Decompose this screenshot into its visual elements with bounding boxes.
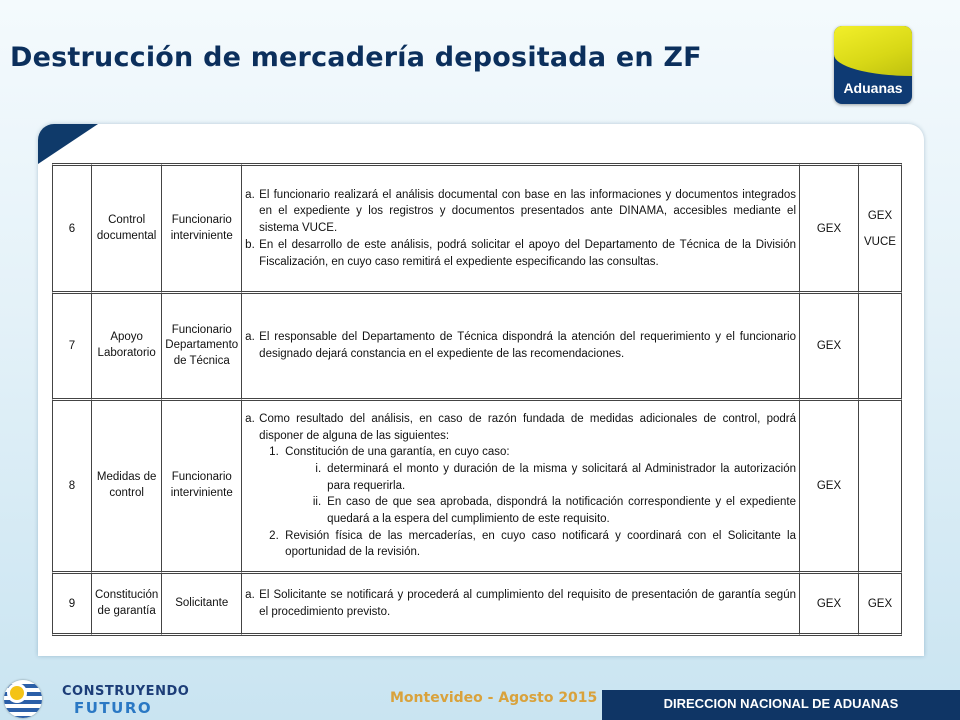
item-text: Constitución de una garantía, en cuyo caso:	[285, 446, 510, 459]
table-row	[52, 574, 902, 636]
system-column-1: GEX	[799, 163, 858, 294]
list-item	[245, 187, 796, 237]
procedure-table	[52, 163, 902, 636]
system-column-2	[858, 574, 902, 636]
system-column-1: GEX	[799, 294, 858, 401]
item-text: En el desarrollo de este análisis, podrá solicitar el apoyo del Departamento de Técnica de la División Fiscalización, en cuyo caso remitirá el expediente especificando las consultas.	[259, 238, 796, 268]
footer-agency-bar: DIRECCION NACIONAL DE ADUANAS	[602, 690, 960, 720]
item-text: El Solicitante se notificará y procederá al cumplimiento del requisito de presentación de garantía según el procedimiento previsto.	[259, 588, 796, 618]
step-activity: Constitución de garantía	[91, 574, 161, 636]
step-activity: Apoyo Laboratorio	[91, 294, 161, 401]
item-label: b.	[245, 238, 255, 251]
system-column-2	[858, 163, 902, 294]
list-item	[245, 528, 796, 561]
step-activity: Control documental	[91, 163, 161, 294]
item-label: 2.	[269, 529, 279, 542]
table-row	[52, 294, 902, 401]
item-label: ii.	[312, 496, 322, 509]
item-text: Revisión física de las mercaderías, en cuyo caso notificará y coordinará con el Solicitante la oportunidad de la revisión.	[285, 529, 796, 559]
step-activity: Medidas de control	[91, 401, 161, 574]
list-item	[245, 237, 796, 270]
list-item	[245, 587, 796, 620]
step-responsible: Funcionario Departamento de Técnica	[161, 294, 241, 401]
aduanas-logo	[834, 26, 912, 104]
step-description	[241, 163, 799, 294]
system-value: GEX	[867, 597, 893, 610]
list-item	[245, 461, 796, 494]
system-column-1: GEX	[799, 574, 858, 636]
table-row	[52, 401, 902, 574]
item-text: Como resultado del análisis, en caso de razón fundada de medidas adicionales de control, podrá disponer de alguna de las siguientes:	[259, 412, 796, 442]
step-description	[241, 574, 799, 636]
slide-title: Destrucción de mercadería depositada en ZF	[10, 42, 702, 73]
system-column-2	[858, 294, 902, 401]
item-text: determinará el monto y duración de la misma y solicitará al Administrador la autorización para requerirla.	[327, 462, 796, 492]
step-number: 8	[52, 401, 91, 574]
system-column-2	[858, 401, 902, 574]
list-item	[245, 329, 796, 362]
step-number: 7	[52, 294, 91, 401]
table-row	[52, 163, 902, 294]
list-item	[245, 444, 796, 461]
item-text: El responsable del Departamento de Técnica dispondrá la atención del requerimiento y el funcionario designado dejará constancia en el expediente de las recomendaciones.	[259, 331, 796, 360]
item-label: a.	[245, 188, 255, 201]
logo-yellow-shape	[834, 26, 912, 76]
uruguay-flag-icon	[4, 680, 42, 718]
footer-date: Montevideo - Agosto 2015	[390, 690, 598, 706]
logo-text: Aduanas	[843, 80, 903, 96]
system-value: GEX	[867, 209, 893, 222]
system-value: VUCE	[864, 235, 896, 248]
step-responsible: Funcionario interviniente	[161, 163, 241, 294]
item-label: 1.	[269, 446, 279, 459]
list-item	[245, 411, 796, 444]
step-number: 6	[52, 163, 91, 294]
item-label: a.	[245, 331, 255, 344]
sun-icon	[10, 686, 24, 700]
step-responsible: Solicitante	[161, 574, 241, 636]
system-column-1: GEX	[799, 401, 858, 574]
brand-line-2: FUTURO	[74, 699, 153, 717]
brand-line-1: CONSTRUYENDO	[62, 684, 190, 699]
step-description	[241, 401, 799, 574]
item-label: a.	[245, 588, 255, 601]
list-item	[245, 494, 796, 527]
item-text: El funcionario realizará el análisis documental con base en las informaciones y documentos integrados en el expediente y los registros y documentos presentados ante DINAMA, accesibles mediante el sistema VUCE.	[259, 188, 796, 235]
item-label: i.	[315, 462, 322, 475]
item-label: a.	[245, 412, 255, 425]
item-text: En caso de que sea aprobada, dispondrá la notificación correspondiente y el expediente quedará a la espera del cumplimiento de este requisito.	[327, 496, 796, 525]
step-description	[241, 294, 799, 401]
step-number: 9	[52, 574, 91, 636]
step-responsible: Funcionario interviniente	[161, 401, 241, 574]
